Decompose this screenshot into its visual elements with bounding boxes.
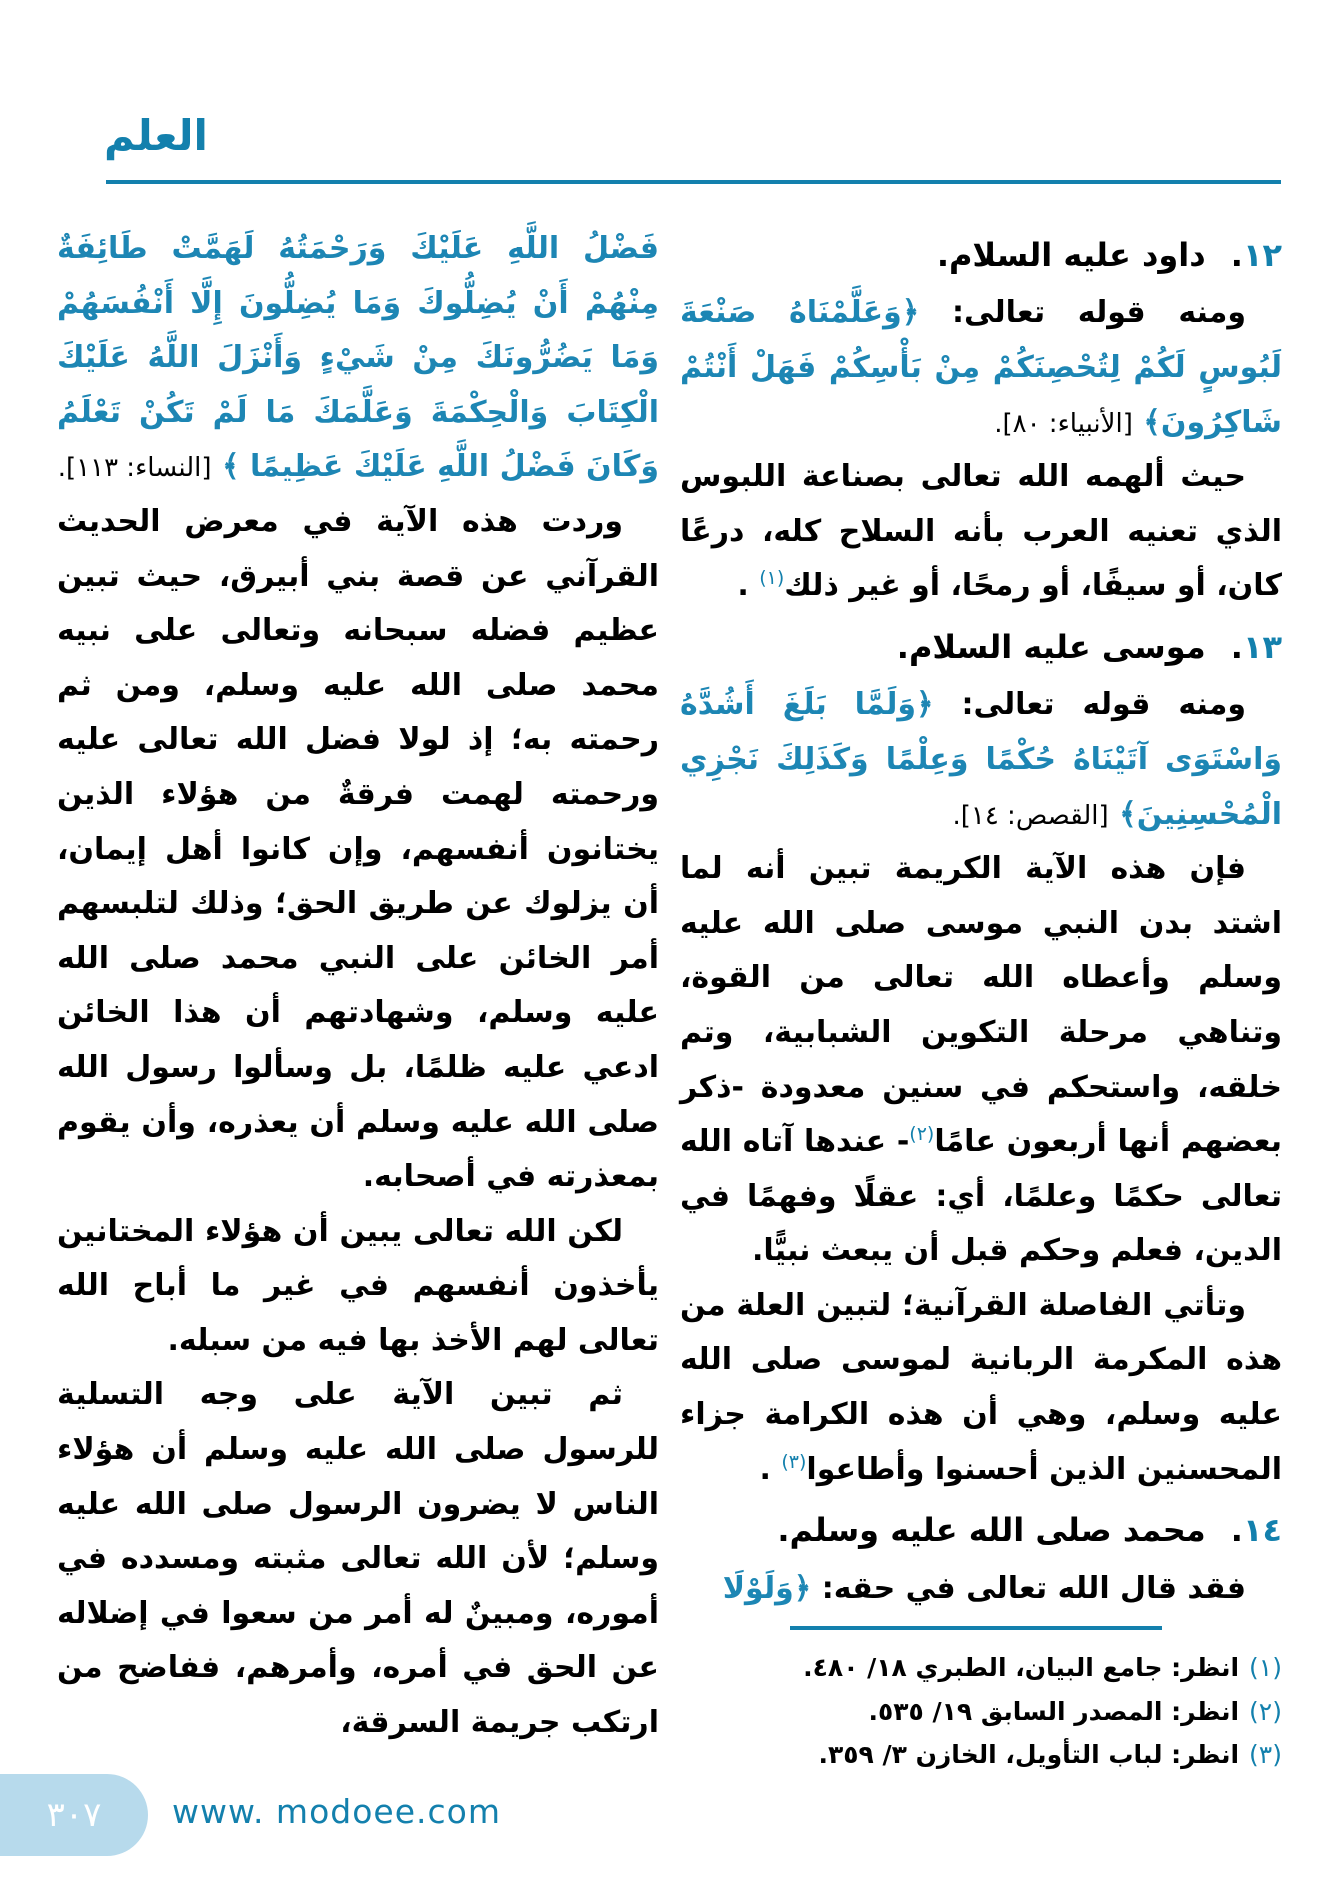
quran-verse-text: فَضْلُ اللَّهِ عَلَيْكَ وَرَحْمَتُهُ لَهَمَّتْ طَائِفَةٌ مِنْهُمْ أَنْ يُضِلُّوكَ وَمَا يُضِلُّونَ إِلَّا أَنْفُسَهُمْ وَمَا يَضُرُّونَكَ مِنْ شَيْءٍ وَأَنْزَلَ اللَّهُ عَلَيْكَ الْكِتَابَ وَالْحِكْمَةَ وَعَلَّمَكَ مَا لَمْ تَكُنْ تَعْلَمُ وَكَانَ فَضْلُ اللَّهِ عَلَيْكَ عَظِيمًا ﴾ (57, 231, 659, 485)
page-number-badge (0, 1774, 148, 1856)
running-head-title: العلم (104, 111, 208, 160)
paragraph (57, 222, 659, 495)
paragraph (57, 495, 659, 1205)
body-text: ومنه قوله تعالى: (919, 295, 1247, 331)
header-rule (106, 180, 1281, 184)
footnote (680, 1646, 1282, 1690)
footnote-number: (٢) (1249, 1696, 1282, 1726)
paragraph (680, 842, 1282, 1279)
body-text: ومنه قوله تعالى: (933, 687, 1246, 723)
body-text: حيث ألهمه الله تعالى بصناعة اللبوس الذي تعنيه العرب بأنه السلاح كله، درعًا كان، أو سيفًا، أو رمحًا، أو غير ذلك (680, 459, 1282, 604)
paragraph (680, 678, 1282, 842)
body-text: وردت هذه الآية في معرض الحديث القرآني عن قصة بني أبيرق، حيث تبين عظيم فضله سبحانه وتعالى على نبيه محمد صلى الله عليه وسلم، ومن ثم رحمته به؛ إذ لولا فضل الله تعالى عليه ورحمته لهمت فرقةٌ من هؤلاء الذين يختانون أنفسهم، وإن كانوا أهل إيمان، أن يزلوك عن طريق الحق؛ وذلك لتلبسهم أمر الخائن على النبي محمد صلى الله عليه وسلم، وشهادتهم أن هذا الخائن ادعي عليه ظلمًا، بل وسألوا رسول الله صلى الله عليه وسلم أن يعذره، وأن يقوم بمعذرته في أصحابه. (57, 503, 659, 1195)
section-number: ١٤ (1242, 1511, 1282, 1550)
footnote-number: (١) (1249, 1653, 1282, 1683)
paragraph (680, 1562, 1282, 1617)
footnote-separator (790, 1626, 1162, 1630)
paragraph (680, 1279, 1282, 1497)
body-text: ثم تبين الآية على وجه التسلية للرسول صلى الله عليه وسلم أن هؤلاء الناس لا يضرون الرسول صلى الله عليه وسلم؛ لأن الله تعالى مثبته ومسدده في أموره، ومبينٌ له أمر من سعوا في إضلاله عن الحق في أمره، وأمرهم، ففاضح من ارتكب جريمة السرقة، (57, 1377, 659, 1741)
website-url: www. modoee.com (172, 1792, 501, 1831)
verse-reference: [القصص: ١٤]. (952, 800, 1109, 831)
footnote-marker: (١) (759, 567, 785, 590)
verse-reference: [الأنبياء: ٨٠]. (994, 408, 1133, 439)
footnote-text: انظر: لباب التأويل، الخازن ٣/ ٣٥٩. (818, 1740, 1240, 1770)
quran-verse-text: ﴿وَلَمَّا بَلَغَ أَشُدَّهُ وَاسْتَوَى آتَيْنَاهُ حُكْمًا وَعِلْمًا وَكَذَلِكَ نَجْزِي الْمُحْسِنِينَ﴾ (680, 687, 1282, 832)
footnote (680, 1733, 1282, 1777)
body-text: . (737, 568, 760, 604)
section-title: موسى عليه السلام. (896, 627, 1206, 666)
right-text-column (680, 222, 1282, 1777)
body-text: فإن هذه الآية الكريمة تبين أنه لما اشتد بدن النبي موسى صلى الله عليه وسلم وأعطاه الله تعالى من القوة، وتناهي مرحلة التكوين الشبابية، وتم خلقه، واستحكم في سنين معدودة -ذكر بعضهم أنها أربعون عامًا (680, 851, 1282, 1160)
section-title: محمد صلى الله عليه وسلم. (777, 1511, 1206, 1550)
section-number-dot: . (1219, 627, 1243, 666)
paragraph (680, 286, 1282, 450)
footnote-text: انظر: جامع البيان، الطبري ١٨/ ٤٨٠. (803, 1653, 1240, 1683)
footnote-text: انظر: المصدر السابق ١٩/ ٥٣٥. (868, 1696, 1240, 1726)
left-text-column (57, 222, 659, 1751)
body-text: وتأتي الفاصلة القرآنية؛ لتبين العلة من هذه المكرمة الربانية لموسى صلى الله عليه وسلم، وهي أن هذه الكرامة جزاء المحسنين الذين أحسنوا وأطاعوا (680, 1287, 1282, 1487)
paragraph (57, 1205, 659, 1369)
section-heading (680, 1503, 1282, 1557)
body-text: . (759, 1451, 782, 1487)
page-number: ٣٠٧ (46, 1795, 102, 1835)
section-title: داود عليه السلام. (936, 236, 1206, 274)
footnote-marker: (٢) (909, 1123, 935, 1146)
paragraph (57, 1368, 659, 1750)
quran-verse-text: ﴿وَلَوْلَا (722, 1570, 812, 1606)
footnote-marker: (٣) (781, 1450, 807, 1473)
paragraph (680, 450, 1282, 614)
verse-reference: [النساء: ١١٣]. (57, 453, 212, 484)
section-number: ١٢ (1242, 236, 1282, 274)
section-number: ١٣ (1242, 627, 1282, 666)
footnote (680, 1690, 1282, 1734)
section-number-dot: . (1219, 236, 1243, 274)
body-text: - عندها آتاه الله تعالى حكمًا وعلمًا، أي: عقلًا وفهمًا في الدين، فعلم وحكم قبل أن يبعث نبيًّا. (680, 1124, 1282, 1269)
body-text: لكن الله تعالى يبين أن هؤلاء المختانين يأخذون أنفسهم في غير ما أباح الله تعالى لهم الأخذ بها فيه من سبله. (57, 1213, 659, 1358)
section-number-dot: . (1219, 1511, 1243, 1550)
section-heading (680, 620, 1282, 674)
footnote-number: (٣) (1249, 1740, 1282, 1770)
quran-verse-text: ﴿وَعَلَّمْنَاهُ صَنْعَةَ لَبُوسٍ لَكُمْ لِتُحْصِنَكُمْ مِنْ بَأْسِكُمْ فَهَلْ أَنْتُمْ شَاكِرُونَ﴾ (680, 295, 1282, 440)
body-text: فقد قال الله تعالى في حقه: (811, 1570, 1246, 1606)
section-heading (680, 228, 1282, 282)
